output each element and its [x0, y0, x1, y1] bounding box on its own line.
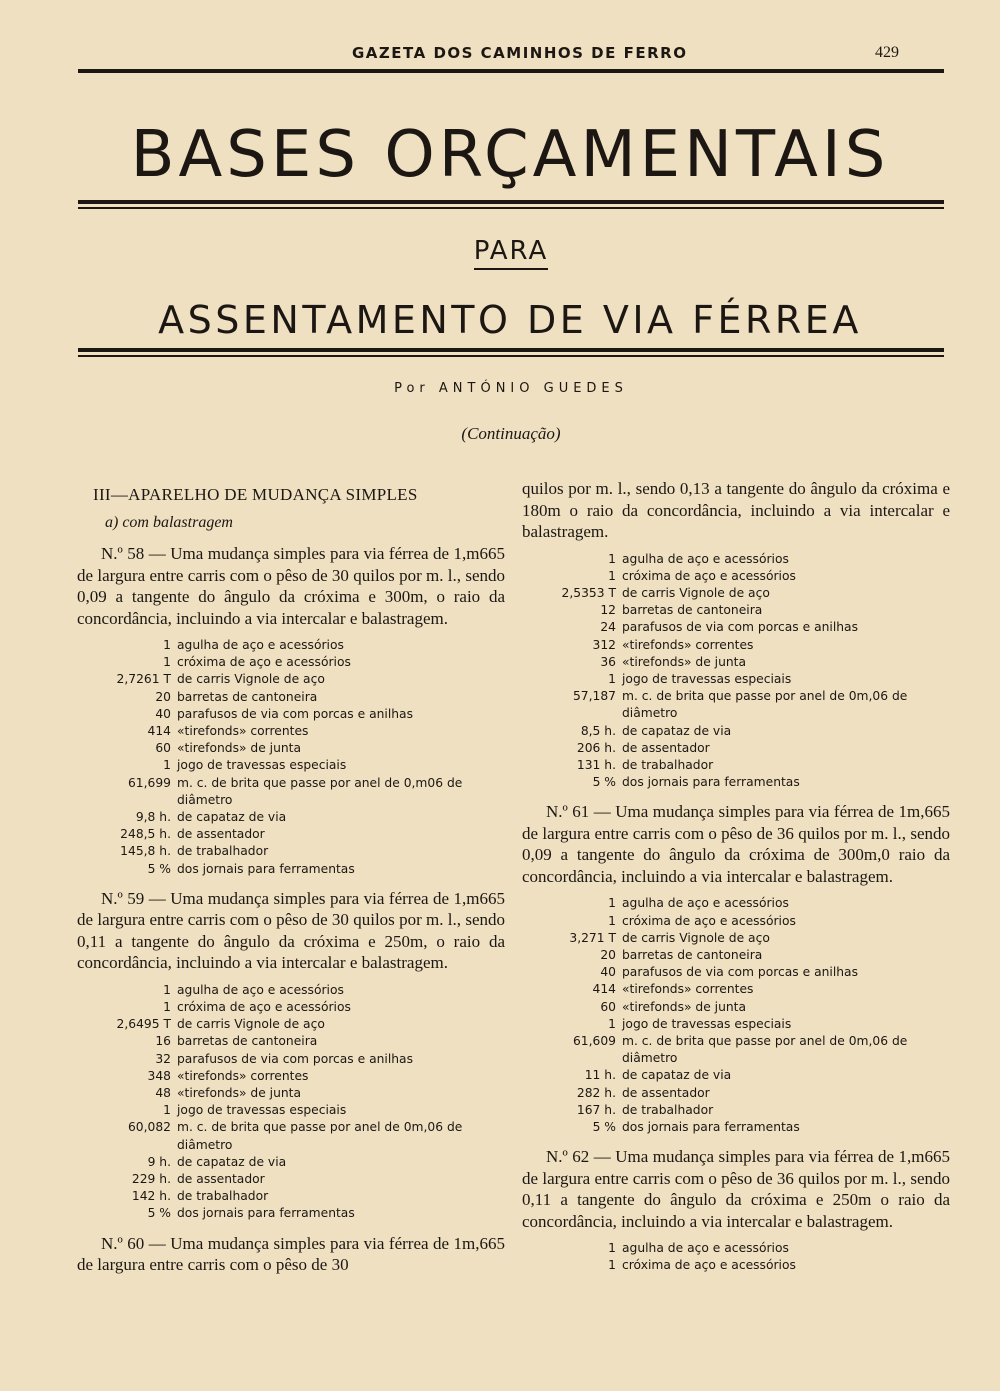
material-row	[522, 740, 950, 757]
material-quantity: 1	[608, 1016, 616, 1031]
material-description: de trabalhador	[177, 844, 269, 859]
item-62-text: N.º 62 — Uma mudança simples para via férrea de 1,m665 de largura entre carris com o pêso de 36 quilos por m. l., sendo 0,11 a tangente do ângulo da cróxima e 250m o raio da concordância, incluindo a via intercalar e balastragem.	[522, 1147, 950, 1231]
material-quantity: 11 h.	[584, 1068, 616, 1083]
material-description: jogo de travessas especiais	[177, 1103, 347, 1118]
material-description: barretas de cantoneira	[177, 1034, 318, 1049]
byline: Por ANTÓNIO GUEDES	[394, 381, 628, 396]
material-row	[77, 843, 505, 860]
material-quantity: 131 h.	[576, 757, 616, 772]
material-quantity: 1	[608, 568, 616, 583]
material-quantity: 32	[155, 1051, 171, 1066]
material-row	[77, 775, 505, 809]
material-description: agulha de aço e acessórios	[622, 551, 789, 566]
material-quantity: 312	[592, 637, 616, 652]
material-quantity: 1	[163, 1000, 171, 1015]
material-description: de assentador	[622, 1085, 710, 1100]
material-description: de carris Vignole de aço	[622, 930, 770, 945]
material-description: de assentador	[177, 1172, 265, 1187]
material-row	[77, 1068, 505, 1085]
material-description: de assentador	[622, 740, 710, 755]
left-column	[77, 478, 505, 1276]
material-quantity: 8,5 h.	[580, 723, 616, 738]
material-row	[522, 895, 950, 912]
material-row	[77, 637, 505, 654]
material-description: agulha de aço e acessórios	[177, 638, 344, 652]
material-quantity: 5 %	[592, 1119, 616, 1134]
item-59-materials	[77, 982, 505, 1223]
material-quantity: 414	[147, 724, 171, 739]
material-row	[77, 740, 505, 757]
item-60-text-continued: quilos por m. l., sendo 0,13 a tangente do ângulo da cróxima e 180m o raio da concordância, incluindo a via intercalar e balastragem.	[522, 479, 950, 541]
material-quantity: 20	[600, 947, 616, 962]
material-description: cróxima de aço e acessórios	[622, 1258, 796, 1273]
material-row	[522, 688, 950, 722]
material-row	[77, 1154, 505, 1171]
material-row	[522, 1240, 950, 1257]
material-description: dos jornais para ferramentas	[622, 1119, 800, 1134]
item-62-materials	[522, 1240, 950, 1274]
material-description: «tirefonds» de junta	[622, 654, 747, 669]
material-description: de trabalhador	[622, 1102, 714, 1117]
material-row	[522, 1102, 950, 1119]
material-row	[522, 964, 950, 981]
material-quantity: 1	[608, 913, 616, 928]
material-row	[77, 1171, 505, 1188]
item-61-text: N.º 61 — Uma mudança simples para via férrea de 1m,665 de largura entre carris com o pêso de 36 quilos por m. l., sendo 0,09 a tangente do ângulo da cróxima de 300m,0 raio da concordância, incluindo a via intercalar e balastragem.	[522, 802, 950, 886]
material-row	[522, 774, 950, 791]
material-description: m. c. de brita que passe por anel de 0m,06 de diâmetro	[622, 689, 908, 721]
material-row	[77, 723, 505, 740]
header-rule	[78, 69, 944, 73]
material-description: parafusos de via com porcas e anilhas	[622, 620, 858, 635]
material-description: agulha de aço e acessórios	[177, 982, 344, 997]
material-row	[522, 1257, 950, 1274]
right-column	[522, 478, 950, 1285]
material-quantity: 61,609	[572, 1033, 616, 1048]
material-description: parafusos de via com porcas e anilhas	[177, 706, 413, 721]
material-quantity: 16	[155, 1034, 171, 1049]
material-description: de trabalhador	[177, 1189, 269, 1204]
material-quantity: 60,082	[127, 1120, 171, 1135]
material-quantity: 5 %	[592, 775, 616, 790]
material-quantity: 1	[163, 1103, 171, 1118]
material-description: «tirefonds» de junta	[177, 741, 302, 756]
material-quantity: 57,187	[572, 689, 616, 704]
material-quantity: 1	[608, 1258, 616, 1273]
material-quantity: 248,5 h.	[120, 827, 171, 842]
material-row	[522, 947, 950, 964]
subtitle-rule	[78, 348, 944, 357]
material-row	[77, 1102, 505, 1119]
material-description: «tirefonds» de junta	[177, 1086, 302, 1101]
material-row	[522, 1016, 950, 1033]
material-row	[77, 1119, 505, 1153]
material-description: cróxima de aço e acessórios	[177, 1000, 351, 1015]
material-description: «tirefonds» de junta	[622, 999, 747, 1014]
material-quantity: 2,5353 T	[561, 585, 616, 600]
material-quantity: 36	[600, 654, 616, 669]
material-quantity: 229 h.	[131, 1172, 171, 1187]
material-row	[522, 551, 950, 568]
material-row	[522, 999, 950, 1016]
material-row	[77, 809, 505, 826]
material-row	[77, 689, 505, 706]
material-quantity: 24	[600, 620, 616, 635]
material-quantity: 3,271 T	[569, 930, 616, 945]
material-row	[522, 930, 950, 947]
material-row	[77, 1085, 505, 1102]
material-quantity: 1	[163, 758, 171, 773]
material-row	[522, 637, 950, 654]
material-quantity: 9,8 h.	[135, 810, 171, 825]
material-quantity: 142 h.	[131, 1189, 171, 1204]
material-description: parafusos de via com porcas e anilhas	[622, 965, 858, 980]
material-description: jogo de travessas especiais	[622, 671, 792, 686]
material-description: dos jornais para ferramentas	[177, 861, 355, 876]
item-58-text: N.º 58 — Uma mudança simples para via férrea de 1,m665 de largura entre carris com o pêso de 30 quilos por m. l., sendo 0,09 a tangente do ângulo da cróxima e 300m, o raio da concordância, incluindo a via intercalar e balastragem.	[77, 544, 505, 628]
material-description: cróxima de aço e acessórios	[622, 568, 796, 583]
material-description: de capataz de via	[177, 1154, 287, 1169]
material-row	[522, 671, 950, 688]
material-description: de capataz de via	[622, 1068, 732, 1083]
material-row	[77, 757, 505, 774]
material-row	[77, 982, 505, 999]
material-quantity: 40	[600, 965, 616, 980]
material-row	[522, 981, 950, 998]
item-59-text: N.º 59 — Uma mudança simples para via férrea de 1,m665 de largura entre carris com o pêso de 30 quilos por m. l., sendo 0,11 a tangente do ângulo da cróxima e 250m, o raio da concordância, incluindo a via intercalar e balastragem.	[77, 888, 505, 973]
material-row	[522, 913, 950, 930]
material-quantity: 60	[155, 741, 171, 756]
running-head: GAZETA DOS CAMINHOS DE FERRO	[352, 44, 688, 62]
material-quantity: 1	[163, 655, 171, 670]
material-description: «tirefonds» correntes	[177, 724, 309, 739]
article-subtitle: ASSENTAMENTO DE VIA FÉRREA	[158, 298, 862, 342]
section-subheading	[105, 512, 505, 534]
material-row	[77, 1033, 505, 1050]
material-quantity: 48	[155, 1086, 171, 1101]
section-heading: III—APARELHO DE MUDANÇA SIMPLES	[93, 485, 418, 504]
item-60-text: N.º 60 — Uma mudança simples para via férrea de 1m,665 de largura entre carris com o pêso de 30	[77, 1233, 505, 1275]
material-quantity: 20	[155, 689, 171, 704]
material-quantity: 2,7261 T	[116, 672, 171, 687]
material-quantity: 2,6495 T	[116, 1017, 171, 1032]
material-description: m. c. de brita que passe por anel de 0,m06 de diâmetro	[177, 775, 463, 807]
material-quantity: 1	[608, 896, 616, 911]
material-row	[522, 619, 950, 636]
material-quantity: 5 %	[147, 1206, 171, 1221]
material-description: de carris Vignole de aço	[177, 1017, 325, 1032]
material-quantity: 60	[600, 999, 616, 1014]
material-quantity: 9 h.	[147, 1154, 171, 1169]
material-row	[77, 861, 505, 878]
material-quantity: 40	[155, 706, 171, 721]
material-quantity: 348	[147, 1068, 171, 1083]
material-description: agulha de aço e acessórios	[622, 1241, 789, 1256]
material-row	[522, 1085, 950, 1102]
material-row	[77, 826, 505, 843]
material-quantity: 61,699	[127, 775, 171, 790]
material-description: barretas de cantoneira	[622, 947, 763, 962]
material-quantity: 167 h.	[576, 1102, 616, 1117]
material-description: de carris Vignole de aço	[177, 672, 325, 687]
material-row	[522, 568, 950, 585]
material-row	[77, 671, 505, 688]
material-row	[522, 723, 950, 740]
material-row	[77, 999, 505, 1016]
item-61-materials	[522, 895, 950, 1136]
material-description: de carris Vignole de aço	[622, 585, 770, 600]
material-description: «tirefonds» correntes	[622, 982, 754, 997]
page-number: 429	[875, 44, 899, 61]
material-quantity: 12	[600, 603, 616, 618]
material-row	[522, 1033, 950, 1067]
material-row	[77, 654, 505, 671]
material-description: barretas de cantoneira	[177, 689, 318, 704]
material-description: de trabalhador	[622, 757, 714, 772]
article-title: BASES ORÇAMENTAIS	[130, 118, 890, 192]
item-58-materials	[77, 637, 505, 878]
material-row	[77, 1205, 505, 1222]
material-description: m. c. de brita que passe por anel de 0m,06 de diâmetro	[622, 1033, 908, 1066]
material-row	[522, 602, 950, 619]
material-row	[522, 757, 950, 774]
material-quantity: 145,8 h.	[120, 844, 171, 859]
material-row	[522, 654, 950, 671]
material-row	[77, 1016, 505, 1033]
material-description: cróxima de aço e acessórios	[622, 913, 796, 928]
material-quantity: 414	[592, 982, 616, 997]
material-quantity: 1	[608, 1241, 616, 1256]
title-rule	[78, 200, 944, 209]
material-row	[522, 1119, 950, 1136]
material-row	[522, 585, 950, 602]
material-description: jogo de travessas especiais	[177, 758, 347, 773]
material-quantity: 206 h.	[576, 740, 616, 755]
material-description: agulha de aço e acessórios	[622, 896, 789, 911]
title-connector	[0, 236, 1000, 266]
material-row	[77, 1051, 505, 1068]
material-row	[77, 1188, 505, 1205]
material-description: de capataz de via	[177, 810, 287, 825]
material-description: cróxima de aço e acessórios	[177, 655, 351, 670]
material-description: jogo de travessas especiais	[622, 1016, 792, 1031]
material-description: dos jornais para ferramentas	[177, 1206, 355, 1221]
material-description: m. c. de brita que passe por anel de 0m,06 de diâmetro	[177, 1120, 463, 1152]
material-quantity: 282 h.	[576, 1085, 616, 1100]
material-quantity: 1	[608, 671, 616, 686]
material-quantity: 5 %	[147, 861, 171, 876]
material-quantity: 1	[163, 638, 171, 652]
material-description: dos jornais para ferramentas	[622, 775, 800, 790]
material-description: de capataz de via	[622, 723, 732, 738]
item-60-materials	[522, 551, 950, 792]
material-row	[522, 1067, 950, 1084]
material-description: «tirefonds» correntes	[177, 1068, 309, 1083]
material-quantity: 1	[163, 982, 171, 997]
material-description: parafusos de via com porcas e anilhas	[177, 1051, 413, 1066]
material-description: barretas de cantoneira	[622, 603, 763, 618]
continuation-note: (Continuação)	[461, 424, 561, 443]
section-subheading-text: a) com balastragem	[105, 513, 233, 531]
material-description: «tirefonds» correntes	[622, 637, 754, 652]
title-connector-text: PARA	[474, 236, 549, 270]
material-row	[77, 706, 505, 723]
material-quantity: 1	[608, 551, 616, 566]
material-description: de assentador	[177, 827, 265, 842]
